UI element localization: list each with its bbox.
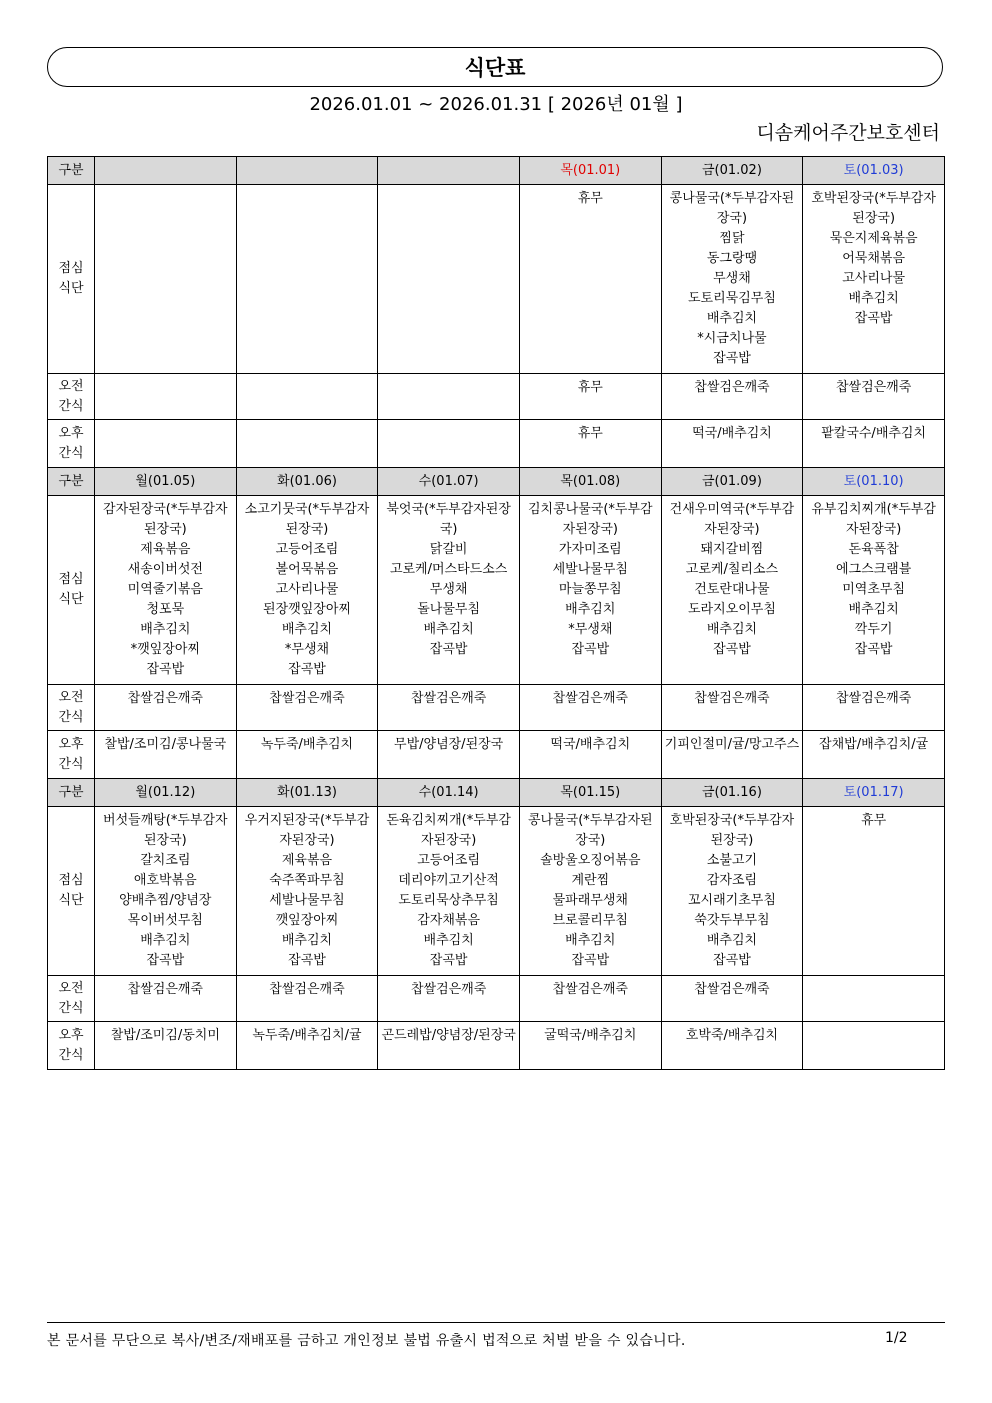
lunch-cell [236, 185, 378, 374]
menu-item: 세발나물무침 [269, 893, 345, 908]
lunch-cell [803, 496, 945, 685]
menu-item: 잡곡밥 [713, 351, 751, 366]
menu-item: 꼬시래기초무침 [688, 893, 776, 908]
menu-item: 어묵채볶음 [842, 251, 906, 266]
am-snack-cell [95, 685, 237, 731]
lunch-cell [661, 496, 803, 685]
pm-snack-cell [661, 1022, 803, 1070]
day-header: 화(01.06) [236, 468, 378, 496]
pm-snack-cell [661, 420, 803, 468]
pm-snack-label-text: 간식 [58, 1047, 84, 1063]
menu-item: 고등어조림 [275, 542, 339, 557]
day-header: 금(01.09) [661, 468, 803, 496]
menu-table [47, 156, 945, 1070]
pm-snack-label-text: 오후 [58, 425, 84, 441]
title-text: 식단표 [464, 56, 526, 80]
am-snack-cell [95, 374, 237, 420]
day-header [378, 157, 520, 185]
menu-item: 솔방울오징어볶음 [540, 853, 641, 868]
am-snack-cell [519, 685, 661, 731]
menu-item: 배추김치 [706, 311, 758, 326]
pm-snack-label-text: 오후 [58, 736, 84, 752]
menu-item: 묵은지제육볶음 [829, 231, 918, 246]
category-label: 구분 [48, 157, 95, 185]
menu-item: 찜닭 [719, 231, 745, 246]
lunch-label-text: 점심 [58, 873, 84, 888]
day-header: 토(01.10) [803, 468, 945, 496]
menu-item: 잡곡밥 [146, 662, 185, 677]
pm-snack-cell [661, 731, 803, 779]
menu-item: 휴무 [861, 813, 887, 828]
menu-item: 돈육김치찌개(*두부감자된장국) [386, 813, 511, 848]
lunch-label-text: 점심 [58, 572, 84, 587]
snack-item: 찹쌀검은깨죽 [694, 982, 770, 997]
menu-item: 고사리나물 [842, 271, 906, 286]
menu-item: 배추김치 [423, 933, 474, 948]
menu-item: 고로케/칠리소스 [685, 562, 779, 577]
pm-snack-row [48, 1022, 945, 1070]
lunch-cell [519, 807, 661, 976]
lunch-cell [661, 807, 803, 976]
snack-item: 휴무 [577, 426, 603, 441]
menu-item: *깻잎장아찌 [130, 642, 200, 657]
am-snack-label-text: 오전 [58, 980, 84, 996]
day-header: 토(01.03) [803, 157, 945, 185]
lunch-cell [378, 807, 520, 976]
day-header: 토(01.17) [803, 779, 945, 807]
menu-item: 콩나물국(*두부감자된장국) [669, 191, 795, 226]
lunch-cell [803, 807, 945, 976]
lunch-row [48, 807, 945, 976]
menu-item: 호박된장국(*두부감자된장국) [811, 191, 936, 226]
lunch-cell [236, 496, 378, 685]
pm-snack-cell [95, 1022, 237, 1070]
day-header [236, 157, 378, 185]
snack-item: 무밥/양념장/된장국 [394, 737, 504, 752]
lunch-cell [519, 496, 661, 685]
menu-item: 고사리나물 [275, 582, 339, 597]
snack-item: 찹쌀검은깨죽 [552, 691, 628, 706]
menu-item: 미역초무침 [842, 582, 906, 597]
category-label: 구분 [48, 779, 95, 807]
menu-item: 북엇국(*두부감자된장국) [386, 502, 511, 537]
snack-item: 찹쌀검은깨죽 [552, 982, 628, 997]
snack-item: 찹쌀검은깨죽 [269, 691, 345, 706]
day-header: 목(01.08) [519, 468, 661, 496]
menu-item: 고등어조림 [417, 853, 481, 868]
menu-item: 잡곡밥 [288, 662, 326, 677]
menu-item: 미역줄기볶음 [127, 582, 203, 597]
am-snack-row [48, 685, 945, 731]
menu-item: 우거지된장국(*두부감자된장국) [244, 813, 370, 848]
lunch-cell [95, 807, 237, 976]
menu-item: 제육볶음 [140, 542, 191, 557]
page-number: 1/2 [885, 1330, 908, 1346]
menu-item: 세발나물무침 [552, 562, 628, 577]
menu-item: 에그스크램블 [835, 562, 912, 577]
menu-item: 건토란대나물 [694, 582, 770, 597]
menu-item: 물파래무생채 [552, 893, 628, 908]
day-header: 화(01.13) [236, 779, 378, 807]
menu-item: 소고기뭇국(*두부감자된장국) [244, 502, 370, 537]
week-header-row [48, 779, 945, 807]
lunch-row [48, 185, 945, 374]
menu-item: 휴무 [577, 191, 603, 206]
menu-item: 무생채 [429, 582, 468, 597]
am-snack-label [48, 374, 95, 420]
menu-item: 제육볶음 [281, 853, 333, 868]
am-snack-cell [803, 685, 945, 731]
pm-snack-label [48, 731, 95, 779]
pm-snack-row [48, 731, 945, 779]
am-snack-cell [378, 685, 520, 731]
lunch-cell [803, 185, 945, 374]
day-header: 금(01.02) [661, 157, 803, 185]
day-header: 금(01.16) [661, 779, 803, 807]
am-snack-cell [236, 374, 378, 420]
menu-item: 된장깻잎장아찌 [263, 602, 351, 617]
pm-snack-cell [378, 1022, 520, 1070]
menu-item: 잡곡밥 [571, 642, 610, 657]
snack-item: 찹쌀검은깨죽 [410, 691, 487, 706]
lunch-label-text: 식단 [58, 893, 84, 908]
am-snack-cell [661, 685, 803, 731]
menu-item: 목이버섯무침 [127, 913, 203, 928]
menu-item: 마늘쫑무침 [558, 582, 622, 597]
am-snack-row [48, 374, 945, 420]
snack-item: 찹쌀검은깨죽 [269, 982, 345, 997]
menu-item: 잡곡밥 [288, 953, 326, 968]
pm-snack-label-text: 간식 [58, 445, 84, 461]
menu-item: 숙주쪽파무침 [269, 873, 345, 888]
lunch-label-text: 식단 [58, 592, 84, 607]
menu-item: 배추김치 [706, 622, 758, 637]
menu-item: 새송이버섯전 [127, 562, 203, 577]
day-header: 목(01.01) [519, 157, 661, 185]
center-name: 디솜케어주간보호센터 [756, 122, 940, 144]
day-header: 월(01.05) [95, 468, 237, 496]
lunch-cell [236, 807, 378, 976]
menu-item: 가자미조림 [558, 542, 622, 557]
am-snack-cell [519, 374, 661, 420]
snack-item: 기피인절미/귤/망고주스 [664, 737, 800, 752]
am-snack-row [48, 976, 945, 1022]
menu-item: 배추김치 [565, 933, 616, 948]
menu-item: 볼어묵볶음 [275, 562, 339, 577]
menu-item: 깻잎장아찌 [275, 913, 339, 928]
am-snack-cell [803, 976, 945, 1022]
am-snack-cell [95, 976, 237, 1022]
am-snack-label-text: 간식 [58, 709, 84, 725]
lunch-cell [378, 496, 520, 685]
menu-item: 배추김치 [848, 602, 899, 617]
menu-item: 계란찜 [571, 873, 610, 888]
menu-item: 버섯들깨탕(*두부감자된장국) [103, 813, 228, 848]
menu-item: *시금치나물 [697, 331, 767, 346]
am-snack-label-text: 오전 [58, 689, 84, 705]
snack-item: 찰밥/조미김/동치미 [110, 1028, 220, 1043]
pm-snack-label-text: 간식 [58, 756, 84, 772]
snack-item: 떡국/배추김치 [692, 426, 772, 441]
menu-item: 배추김치 [423, 622, 474, 637]
snack-item: 녹두죽/배추김치 [260, 737, 354, 752]
menu-item: 배추김치 [565, 602, 616, 617]
snack-item: 찹쌀검은깨죽 [835, 380, 912, 395]
pm-snack-cell [519, 1022, 661, 1070]
period-range: 2026.01.01 ~ 2026.01.31 [ 2026년 01월 ] [309, 94, 683, 115]
menu-item: *무생채 [284, 642, 330, 657]
menu-item: 갈치조림 [140, 853, 191, 868]
snack-item: 찹쌀검은깨죽 [410, 982, 487, 997]
menu-item: 감자채볶음 [417, 913, 481, 928]
menu-item: 감자조림 [706, 873, 758, 888]
pm-snack-cell [803, 420, 945, 468]
pm-snack-label [48, 1022, 95, 1070]
am-snack-label [48, 685, 95, 731]
menu-item: 배추김치 [281, 933, 333, 948]
am-snack-cell [803, 374, 945, 420]
footer-divider [47, 1322, 945, 1323]
pm-snack-row [48, 420, 945, 468]
pm-snack-cell [236, 1022, 378, 1070]
day-header: 수(01.07) [378, 468, 520, 496]
menu-item: 소불고기 [706, 853, 758, 868]
pm-snack-cell [519, 420, 661, 468]
page-title [47, 47, 943, 87]
day-header: 수(01.14) [378, 779, 520, 807]
menu-item: 돈육폭찹 [848, 542, 899, 557]
am-snack-label-text: 오전 [58, 378, 84, 394]
snack-item: 녹두죽/배추김치/귤 [252, 1028, 362, 1043]
am-snack-cell [236, 976, 378, 1022]
menu-item: 쑥갓두부무침 [694, 913, 770, 928]
pm-snack-cell [803, 731, 945, 779]
menu-item: 잡곡밥 [146, 953, 185, 968]
snack-item: 팥칼국수/배추김치 [821, 426, 927, 441]
snack-item: 찹쌀검은깨죽 [835, 691, 912, 706]
am-snack-cell [519, 976, 661, 1022]
lunch-cell [378, 185, 520, 374]
pm-snack-cell [236, 420, 378, 468]
menu-item: 잡곡밥 [571, 953, 610, 968]
lunch-cell [661, 185, 803, 374]
lunch-label [48, 185, 95, 374]
pm-snack-label-text: 오후 [58, 1027, 84, 1043]
snack-item: 떡국/배추김치 [550, 737, 631, 752]
menu-item: 도토리묵김무침 [688, 291, 776, 306]
am-snack-label-text: 간식 [58, 398, 84, 414]
menu-item: 데리야끼고기산적 [398, 873, 499, 888]
menu-item: 깍두기 [854, 622, 893, 637]
lunch-label-text: 점심 [58, 261, 84, 276]
menu-item: 배추김치 [281, 622, 333, 637]
menu-item: 브로콜리무침 [552, 913, 628, 928]
lunch-label [48, 807, 95, 976]
menu-item: 배추김치 [706, 933, 758, 948]
snack-item: 찹쌀검은깨죽 [127, 691, 203, 706]
menu-item: 동그랑땡 [706, 251, 758, 266]
lunch-cell [95, 185, 237, 374]
menu-item: 무생채 [713, 271, 751, 286]
footer-notice: 본 문서를 무단으로 복사/변조/재배포를 금하고 개인정보 불법 유출시 법적으로 처벌 받을 수 있습니다. [47, 1333, 686, 1349]
snack-item: 찹쌀검은깨죽 [694, 380, 770, 395]
menu-item: 콩나물국(*두부감자된장국) [527, 813, 653, 848]
menu-item: 배추김치 [140, 622, 191, 637]
pm-snack-cell [803, 1022, 945, 1070]
menu-item: 돌나물무침 [417, 602, 481, 617]
day-header: 월(01.12) [95, 779, 237, 807]
snack-item: 휴무 [577, 380, 603, 395]
pm-snack-cell [378, 420, 520, 468]
week-header-row [48, 468, 945, 496]
menu-item: 양배추찜/양념장 [119, 893, 212, 908]
menu-item: 잡곡밥 [429, 642, 468, 657]
day-header [95, 157, 237, 185]
am-snack-label [48, 976, 95, 1022]
menu-item: 잡곡밥 [713, 953, 751, 968]
menu-item: 유부김치찌개(*두부감자된장국) [811, 502, 936, 537]
menu-item: 건새우미역국(*두부감자된장국) [669, 502, 795, 537]
menu-item: 닭갈비 [429, 542, 468, 557]
snack-item: 곤드레밥/양념장/된장국 [381, 1028, 516, 1043]
pm-snack-cell [519, 731, 661, 779]
snack-item: 굴떡국/배추김치 [544, 1028, 637, 1043]
menu-item: 김치콩나물국(*두부감자된장국) [527, 502, 653, 537]
menu-item: 호박된장국(*두부감자된장국) [669, 813, 795, 848]
am-snack-cell [661, 976, 803, 1022]
menu-item: *무생채 [568, 622, 613, 637]
menu-item: 도라지오이무침 [688, 602, 776, 617]
menu-item: 배추김치 [848, 291, 899, 306]
menu-item: 감자된장국(*두부감자된장국) [103, 502, 228, 537]
menu-item: 고로케/머스타드소스 [389, 562, 508, 577]
menu-item: 배추김치 [140, 933, 191, 948]
menu-item: 잡곡밥 [854, 642, 893, 657]
lunch-cell [95, 496, 237, 685]
menu-item: 애호박볶음 [133, 873, 197, 888]
am-snack-cell [378, 976, 520, 1022]
lunch-label-text: 식단 [58, 281, 84, 296]
menu-item: 도토리묵상추무침 [398, 893, 499, 908]
snack-item: 찹쌀검은깨죽 [694, 691, 770, 706]
lunch-label [48, 496, 95, 685]
pm-snack-cell [95, 420, 237, 468]
am-snack-cell [378, 374, 520, 420]
snack-item: 찰밥/조미김/콩나물국 [104, 737, 227, 752]
menu-item: 돼지갈비찜 [700, 542, 764, 557]
lunch-cell [519, 185, 661, 374]
category-label: 구분 [48, 468, 95, 496]
menu-item: 잡곡밥 [854, 311, 893, 326]
menu-item: 잡곡밥 [429, 953, 468, 968]
day-header: 목(01.15) [519, 779, 661, 807]
am-snack-cell [661, 374, 803, 420]
menu-item: 잡곡밥 [713, 642, 751, 657]
pm-snack-label [48, 420, 95, 468]
pm-snack-cell [236, 731, 378, 779]
week-header-row [48, 157, 945, 185]
snack-item: 찹쌀검은깨죽 [127, 982, 203, 997]
am-snack-label-text: 간식 [58, 1000, 84, 1016]
snack-item: 호박죽/배추김치 [685, 1028, 779, 1043]
snack-item: 잡채밥/배추김치/귤 [819, 737, 929, 752]
menu-item: 청포묵 [146, 602, 185, 617]
pm-snack-cell [378, 731, 520, 779]
lunch-row [48, 496, 945, 685]
am-snack-cell [236, 685, 378, 731]
pm-snack-cell [95, 731, 237, 779]
